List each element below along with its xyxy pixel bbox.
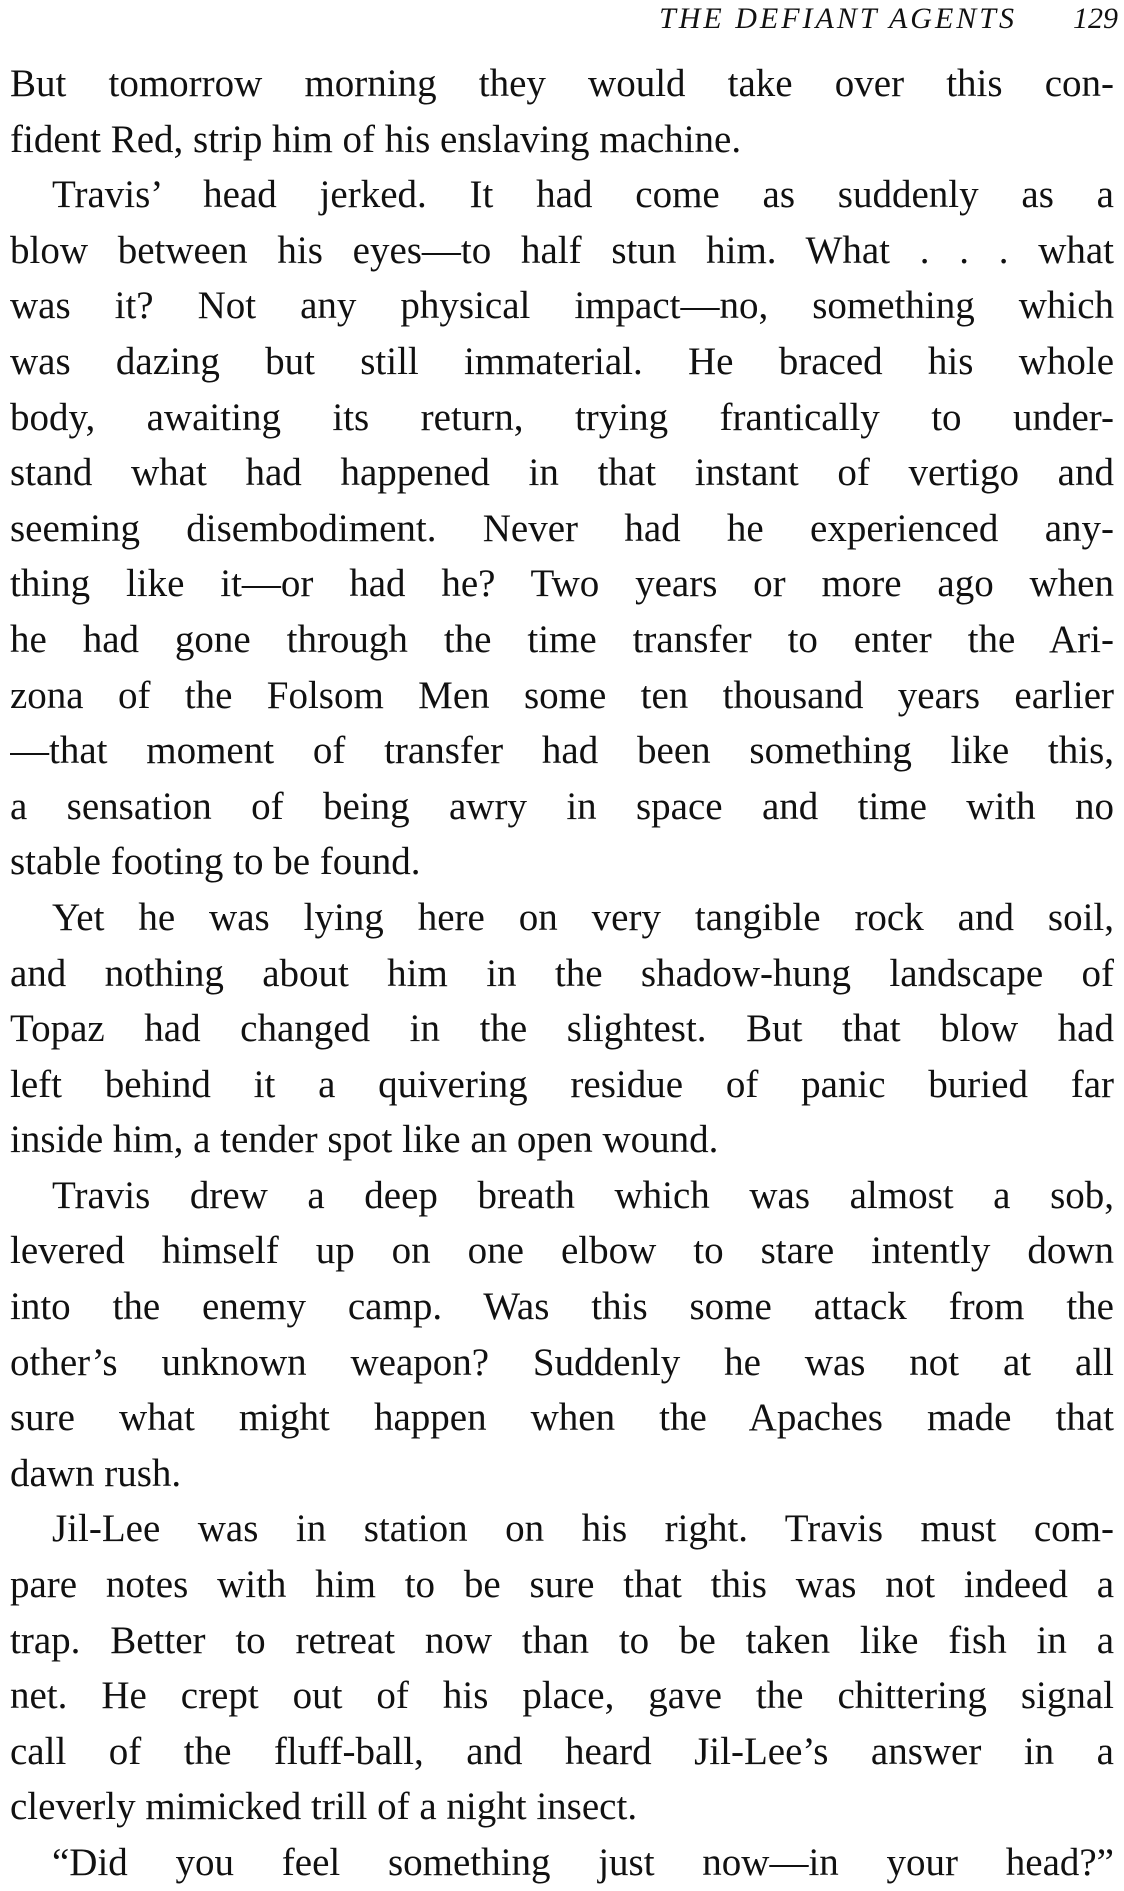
text-line: But tomorrow morning they would take over this con-	[10, 62, 1114, 105]
text-line: Topaz had changed in the slightest. But that blow had	[10, 1007, 1114, 1051]
text-line: trap. Better to retreat now than to be taken like fish in a	[10, 1618, 1114, 1662]
text-line: Jil-Lee was in station on his right. Travis must com-	[52, 1507, 1114, 1551]
text-line: fident Red, strip him of his enslaving machine.	[10, 117, 742, 161]
book-title: THE DEFIANT AGENTS	[659, 2, 1017, 35]
text-line: other’s unknown weapon? Suddenly he was not at all	[10, 1340, 1114, 1384]
text-line: was dazing but still immaterial. He braced his whole	[10, 339, 1114, 383]
text-line: “Did you feel something just now—in your head?”	[52, 1841, 1114, 1884]
text-line: dawn rush.	[10, 1451, 182, 1495]
text-line: pare notes with him to be sure that this was not indeed a	[10, 1563, 1114, 1607]
running-head	[520, 2, 1118, 46]
text-line: inside him, a tender spot like an open wound.	[10, 1118, 719, 1162]
text-line: left behind it a quivering residue of panic buried far	[10, 1062, 1114, 1106]
text-line: stand what had happened in that instant of vertigo and	[10, 451, 1114, 495]
page-number: 129	[1073, 2, 1118, 35]
text-line: was it? Not any physical impact—no, something which	[10, 284, 1114, 328]
text-line: zona of the Folsom Men some ten thousand years earlier	[10, 673, 1114, 717]
text-line: into the enemy camp. Was this some attack from the	[10, 1285, 1114, 1329]
text-line: stable footing to be found.	[10, 840, 421, 884]
text-line: Travis’ head jerked. It had come as suddenly as a	[52, 173, 1114, 217]
text-line: thing like it—or had he? Two years or more ago when	[10, 562, 1114, 606]
text-line: Yet he was lying here on very tangible rock and soil,	[52, 895, 1114, 939]
text-line: and nothing about him in the shadow-hung landscape of	[10, 951, 1114, 995]
text-line: levered himself up on one elbow to stare intently down	[10, 1229, 1114, 1273]
text-line: Travis drew a deep breath which was almost a sob,	[52, 1173, 1114, 1217]
text-line: blow between his eyes—to half stun him. What . . . what	[10, 228, 1114, 272]
text-line: call of the fluff-ball, and heard Jil-Lee’s answer in a	[10, 1729, 1114, 1773]
text-line: seeming disembodiment. Never had he experienced any-	[10, 506, 1114, 550]
body-text	[10, 56, 1114, 1891]
text-line: sure what might happen when the Apaches made that	[10, 1396, 1114, 1440]
text-line: net. He crept out of his place, gave the chittering signal	[10, 1674, 1114, 1718]
text-line: cleverly mimicked trill of a night insect.	[10, 1785, 638, 1829]
text-line: body, awaiting its return, trying frantically to under-	[10, 395, 1114, 439]
text-line: he had gone through the time transfer to enter the Ari-	[10, 617, 1114, 661]
text-line: —that moment of transfer had been something like this,	[10, 729, 1114, 773]
text-line: a sensation of being awry in space and time with no	[10, 784, 1114, 828]
